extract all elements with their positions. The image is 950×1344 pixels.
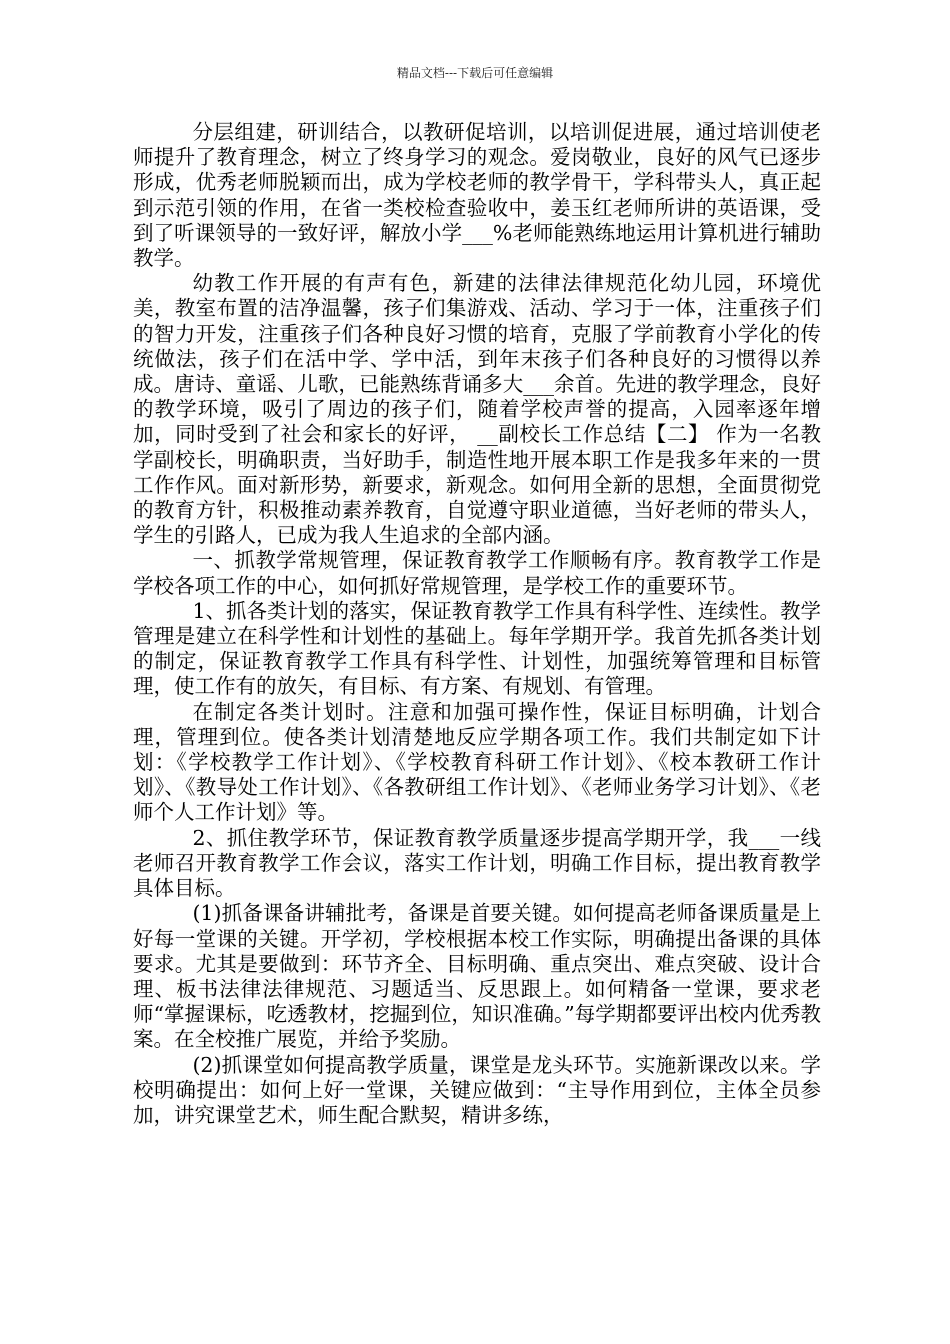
paragraph-7: (1)抓备课备讲辅批考，备课是首要关键。如何提高老师备课质量是上好每一堂课的关键。开学初，学校根据本校工作实际，明确提出备课的具体要求。尤其是要做到：环节齐全、目标明确、重点突出、难点突破、设计合理、板书法律法律规范、习题适当、反思跟上。如何精备一堂课，要求老师“掌握课标，吃透教材，挖掘到位，知识准确。”每学期都要评出校内优秀教案。在全校推广展览，并给予奖励。 bbox=[133, 901, 821, 1052]
paragraph-8: (2)抓课堂如何提高教学质量，课堂是龙头环节。实施新课改以来。学校明确提出：如何上好一堂课，关键应做到：“主导作用到位，主体全员参加，讲究课堂艺术，师生配合默契，精讲多练， bbox=[133, 1052, 821, 1127]
paragraph-6: 2、抓住教学环节，保证教育教学质量逐步提高学期开学，我___一线老师召开教育教学工作会议，落实工作计划，明确工作目标，提出教育教学具体目标。 bbox=[133, 825, 821, 901]
paragraph-4: 1、抓各类计划的落实，保证教育教学工作具有科学性、连续性。教学管理是建立在科学性和计划性的基础上。每年学期开学。我首先抓各类计划的制定，保证教育教学工作具有科学性、计划性，加强统筹管理和目标管理，使工作有的放矢，有目标、有方案、有规划、有管理。 bbox=[133, 598, 821, 699]
page-header: 精品文档---下载后可任意编辑 bbox=[396, 66, 554, 80]
paragraph-1: 分层组建，研训结合，以教研促培训，以培训促进展，通过培训使老师提升了教育理念，树立了终身学习的观念。爱岗敬业，良好的风气已逐步形成，优秀老师脱颖而出，成为学校老师的教学骨干，学科带头人，真正起到示范引领的作用，在省一类校检查验收中，姜玉红老师所讲的英语课，受到了听课领导的一致好评，解放小学___%老师能熟练地运用计算机进行辅助教学。 bbox=[133, 120, 821, 271]
document-body bbox=[133, 120, 821, 1128]
paragraph-2: 幼教工作开展的有声有色，新建的法律法律规范化幼儿园，环境优美，教室布置的洁净温馨，孩子们集游戏、活动、学习于一体，注重孩子们的智力开发，注重孩子们各种良好习惯的培育，克服了学前教育小学化的传统做法，孩子们在活中学、学中活，到年末孩子们各种良好的习惯得以养成。唐诗、童谣、儿歌，已能熟练背诵多大___余首。先进的教学理念，良好的教学环境，吸引了周边的孩子们，随着学校声誉的提高，入园率逐年增加，同时受到了社会和家长的好评， __副校长工作总结【二】 作为一名教学副校长，明确职责，当好助手，制造性地开展本职工作是我多年来的一贯工作作风。面对新形势，新要求，新观念。如何用全新的思想，全面贯彻党的教育方针，积极推动素养教育，自觉遵守职业道德，当好老师的带头人，学生的引路人，已成为我人生追求的全部内涵。 bbox=[133, 271, 821, 548]
paragraph-3: 一、抓教学常规管理，保证教育教学工作顺畅有序。教育教学工作是学校各项工作的中心，如何抓好常规管理，是学校工作的重要环节。 bbox=[133, 548, 821, 598]
paragraph-5: 在制定各类计划时。注意和加强可操作性，保证目标明确，计划合理，管理到位。使各类计划清楚地反应学期各项工作。我们共制定如下计划：《学校教学工作计划》、《学校教育科研工作计划》、《校本教研工作计划》、《教导处工作计划》、《各教研组工作计划》、《老师业务学习计划》、《老师个人工作计划》等。 bbox=[133, 699, 821, 825]
